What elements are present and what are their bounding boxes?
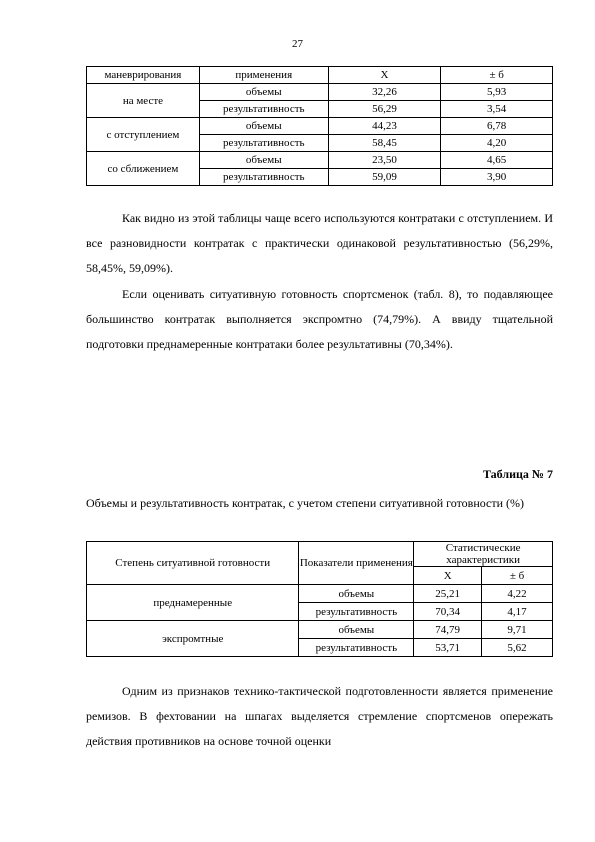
- sd-cell: 3,90: [441, 169, 553, 186]
- table-row: [87, 621, 553, 639]
- indicator-cell: результативность: [199, 135, 328, 152]
- indicator-cell: результативность: [299, 603, 414, 621]
- header-statistics: Статистические характеристики: [414, 542, 553, 567]
- table-row: [87, 118, 553, 135]
- indicator-cell: объемы: [199, 84, 328, 101]
- mean-cell: 44,23: [328, 118, 441, 135]
- mean-cell: 32,26: [328, 84, 441, 101]
- indicator-cell: объемы: [299, 621, 414, 639]
- indicator-cell: объемы: [199, 118, 328, 135]
- table-row: [87, 84, 553, 101]
- header-sd: ± б: [441, 67, 553, 84]
- group-label: на месте: [87, 84, 200, 118]
- sd-cell: 4,17: [482, 603, 553, 621]
- header-indicators: Показатели применения: [299, 542, 414, 585]
- header-sd: ± б: [482, 567, 553, 585]
- table-caption: Объемы и результативность контратак, с учетом степени ситуативной готовности (%): [86, 496, 525, 510]
- mean-cell: 23,50: [328, 152, 441, 169]
- indicator-cell: объемы: [299, 585, 414, 603]
- header-mean: X: [328, 67, 441, 84]
- table-number: Таблица № 7: [482, 467, 553, 481]
- sd-cell: 9,71: [482, 621, 553, 639]
- sd-cell: 4,20: [441, 135, 553, 152]
- header-maneuvering: маневрирования: [87, 67, 200, 84]
- indicator-cell: объемы: [199, 152, 328, 169]
- group-label: с отступлением: [87, 118, 200, 152]
- sd-cell: 3,54: [441, 101, 553, 118]
- sd-cell: 5,62: [482, 639, 553, 657]
- indicator-cell: результативность: [199, 101, 328, 118]
- indicator-cell: результативность: [299, 639, 414, 657]
- indicator-cell: результативность: [199, 169, 328, 186]
- sd-cell: 5,93: [441, 84, 553, 101]
- sd-cell: 4,65: [441, 152, 553, 169]
- sd-cell: 6,78: [441, 118, 553, 135]
- mean-cell: 59,09: [328, 169, 441, 186]
- group-label: со сближением: [87, 152, 200, 186]
- table-maneuvering: [86, 66, 553, 186]
- mean-cell: 74,79: [414, 621, 482, 639]
- header-application: применения: [199, 67, 328, 84]
- group-label: преднамеренные: [87, 585, 299, 621]
- table-row: [87, 585, 553, 603]
- mean-cell: 56,29: [328, 101, 441, 118]
- paragraph-table-analysis: Как видно из этой таблицы чаще всего используются контратаки с отступлением. И все разновидности контратак с практически одинаковой результативностью (56,29%, 58,45%, 59,09%).: [86, 211, 553, 275]
- table-row: [87, 152, 553, 169]
- paragraph-readiness: Если оценивать ситуативную готовность спортсменок (табл. 8), то подавляющее большинство контратак выполняется экспромтно (74,79%). А ввиду тщательной подготовки преднамеренные контратаки более результативны (70,34%).: [86, 287, 553, 351]
- mean-cell: 25,21: [414, 585, 482, 603]
- sd-cell: 4,22: [482, 585, 553, 603]
- paragraph-remises: Одним из признаков технико-тактической подготовленности является применение ремизов. В фехтовании на шпагах выделяется стремление спортсменов опережать действия противников на основе точной оценки: [86, 684, 553, 748]
- group-label: экспромтные: [87, 621, 299, 657]
- table-header-row: [87, 542, 553, 567]
- header-mean: X: [414, 567, 482, 585]
- header-readiness-degree: Степень ситуативной готовности: [87, 542, 299, 585]
- mean-cell: 70,34: [414, 603, 482, 621]
- mean-cell: 58,45: [328, 135, 441, 152]
- table-readiness: [86, 541, 553, 657]
- mean-cell: 53,71: [414, 639, 482, 657]
- page-number: 27: [292, 38, 303, 50]
- table-header-row: [87, 67, 553, 84]
